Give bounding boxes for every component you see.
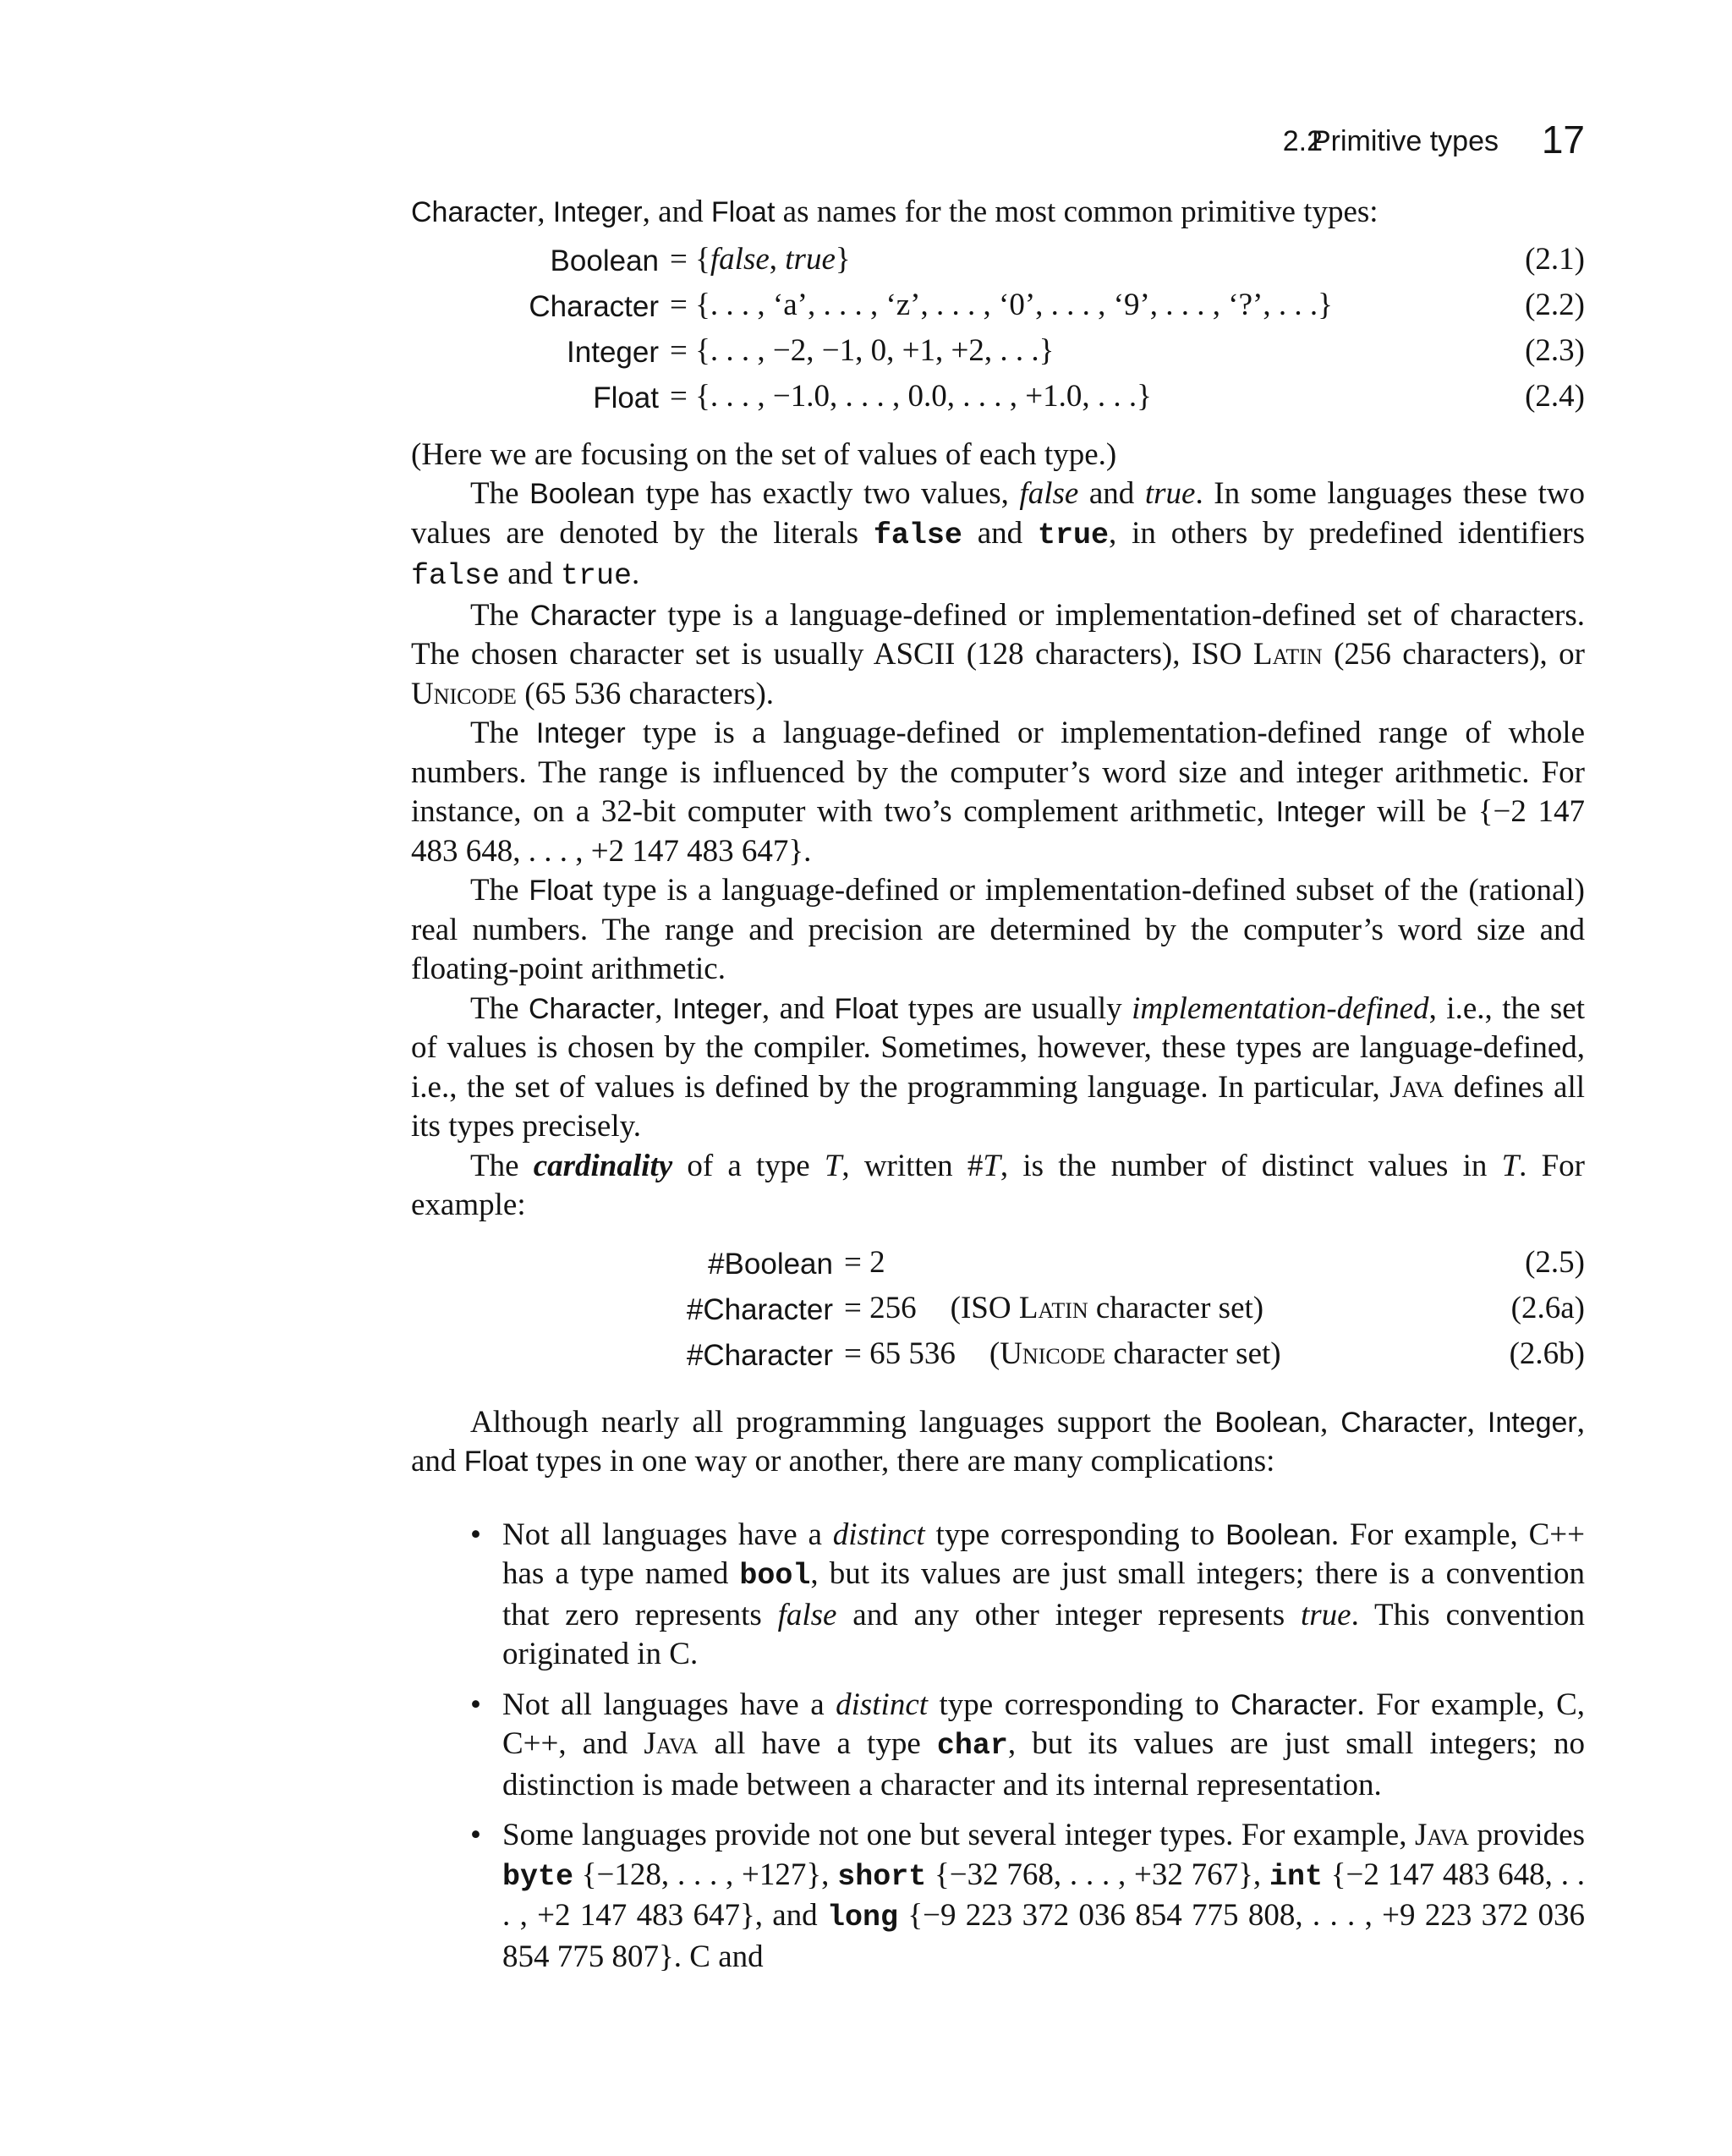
equation-number: (2.4) [1525,378,1585,414]
code-identifier: true [560,559,632,593]
equation-row: Character = {. . . , ‘a’, . . . , ‘z’, . . . , ‘0’, . . . , ‘9’, . . . , ‘?’, . . .} (2.2) [529,287,1585,323]
equation-number: (2.5) [1525,1244,1585,1280]
code-literal: int [1269,1859,1323,1894]
list-item: • Not all languages have a distinct type corresponding to Boolean. For example, C++ has a type named bool, but its values are just small integers; there is a convention that zero represents false and any other integer represents true. This convention originated in C. [470,1517,1585,1671]
equation-row: #Character = 256 (ISO Latin character set) (2.6a) [686,1290,1585,1326]
section-number: 2.2 [1282,125,1323,157]
equation-row: Float = {. . . , −1.0, . . . , 0.0, . . . , +1.0, . . .} (2.4) [593,378,1585,414]
paragraph-integer: The Integer type is a language-defined or implementation-defined range of whole numbers. The range is influenced by the computer’s word size and integer arithmetic. For instance, on a 32-bit computer with two’s complement arithmetic, Integer will be {−2 147 483 648, . . . , +2 147 483 647}. [411,716,1586,869]
list-item: • Not all languages have a distinct type corresponding to Character. For example, C, C++, and Java all have a type char, but its values are just small integers; no distinction is made between a character and its internal representation. [470,1687,1586,1802]
running-head [411,117,1585,167]
code-literal: bool [739,1559,811,1593]
paragraph-boolean: The Boolean type has exactly two values, false and true. In some languages these two values are denoted by the literals false and true, in others by predefined identifiers false and true. [411,476,1585,593]
code-identifier: false [411,559,501,593]
paragraph-cardinality: The cardinality of a type T, written #T, is the number of distinct values in T. For example: [411,1148,1585,1222]
type-name: Float [710,196,776,228]
intro-paragraph: Character, Integer, and Float as names for the most common primitive types: [411,195,1378,229]
bullet-icon: • [470,1517,481,1552]
equation-row: #Character = 65 536 (Unicode character set) (2.6b) [686,1336,1585,1372]
equation-row: #Boolean = 2 (2.5) [708,1244,1585,1281]
paragraph-implementation-defined: The Character, Integer, and Float types are usually implementation-defined, i.e., the set of values is chosen by the compiler. Sometimes, however, these types are language-defined, i.e., the set of values is defined by the programming language. In particular, Java defines all its types precisely. [411,990,1585,1144]
equation-number: (2.2) [1525,287,1585,322]
page-number: 17 [1541,118,1585,162]
defined-term: cardinality [533,1148,673,1183]
equation-number: (2.1) [1525,241,1585,277]
equation-block-cardinality [411,1244,1585,1385]
list-item: • Some languages provide not one but several integer types. For example, Java provides byte {−128, . . . , +127}, short {−32 768, . . . , +32 767}, int {−2 147 483 648, . . . , +2 147 483 647}, and long {−9 223 372 036 854 775 808, . . . , +9 223 372 036 854 775 807}. C and [470,1818,1585,1974]
bullet-icon: • [470,1687,481,1722]
code-literal: true [1038,518,1110,552]
code-literal: byte [502,1859,574,1894]
code-literal: long [827,1901,899,1934]
code-literal: short [837,1859,927,1894]
bullet-icon: • [470,1818,481,1852]
equation-number: (2.3) [1525,332,1585,368]
type-name: Integer [552,196,643,228]
code-literal: char [936,1729,1008,1763]
complications-list [411,1516,1585,1978]
type-name: Character [411,196,538,228]
page-body [411,193,1585,1988]
paragraph-float: The Float type is a language-defined or implementation-defined subset of the (rational) real numbers. The range and precision are determined by the computer’s word size and floating-point arithmetic. [411,873,1585,986]
code-literal: false [873,518,962,552]
paragraph-although: Although nearly all programming languages support the Boolean, Character, Integer, and Float types in one way or another, there are many complications: [411,1404,1585,1478]
equation-block-types [411,241,1585,424]
paragraph-here: (Here we are focusing on the set of values of each type.) [411,436,1117,472]
equation-row: Boolean = {false, true} (2.1) [550,241,1585,277]
equation-row: Integer = {. . . , −2, −1, 0, +1, +2, . . .} (2.3) [567,332,1585,369]
section-title: Primitive types [1311,125,1499,157]
equation-number: (2.6b) [1509,1336,1585,1371]
equation-number: (2.6a) [1510,1290,1585,1325]
paragraph-character: The Character type is a language-defined or implementation-defined set of characters. The chosen character set is usually ASCII (128 characters), ISO Latin (256 characters), or Unicode (65 536 characters). [411,597,1585,711]
